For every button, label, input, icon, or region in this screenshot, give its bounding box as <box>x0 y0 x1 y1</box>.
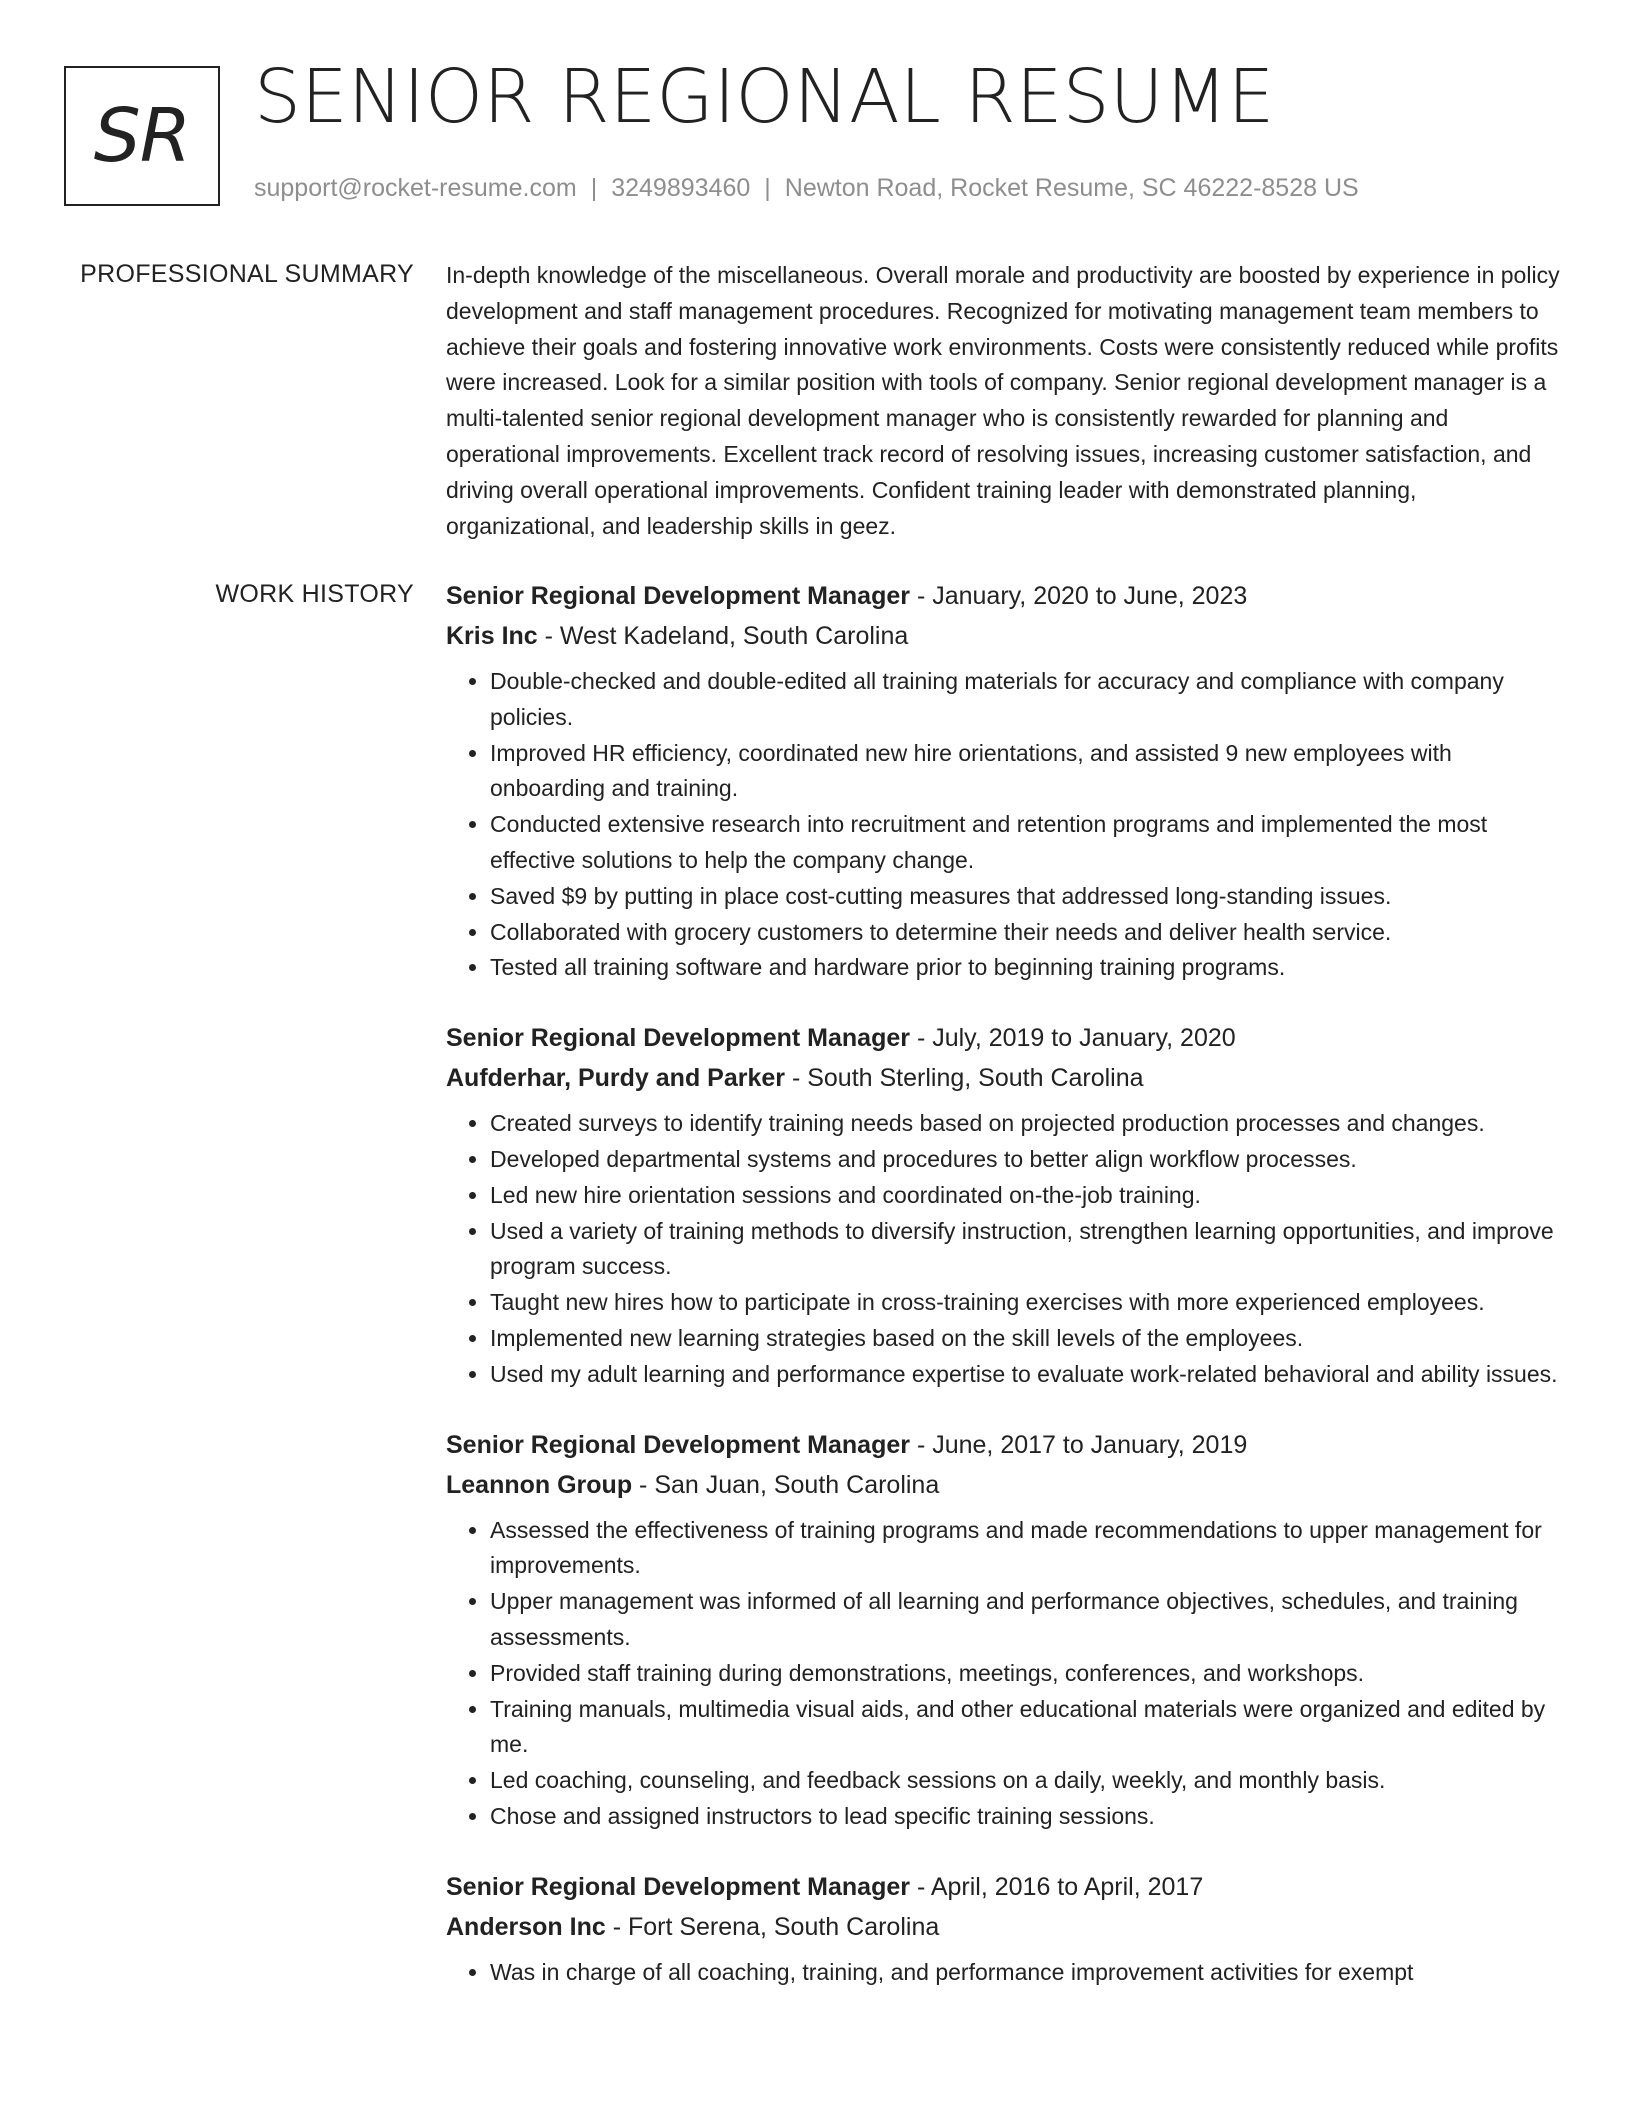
job-dates: - April, 2016 to April, 2017 <box>910 1872 1204 1901</box>
job-bullet-list <box>446 1513 1566 1835</box>
job-company-line <box>446 1465 1566 1505</box>
job-bullet: • Improved HR efficiency, coordinated new hire orientations, and assisted 9 new employees with onboarding and training. <box>490 736 1566 808</box>
contact-info <box>254 174 1359 203</box>
contact-phone[interactable]: 3249893460 <box>611 174 751 202</box>
job-bullet: • Used a variety of training methods to diversify instruction, strengthen learning opportunities, and improve program success. <box>490 1214 1566 1286</box>
job-dates: - June, 2017 to January, 2019 <box>910 1430 1248 1459</box>
contact-separator: | <box>590 174 598 202</box>
job-bullet: • Created surveys to identify training needs based on projected production processes and changes. <box>490 1106 1566 1142</box>
job-bullet-list <box>446 1955 1566 1991</box>
summary-text: In-depth knowledge of the miscellaneous. Overall morale and productivity are boosted by experience in policy development and staff management procedures. Recognized for motivating management team members to achieve their goals and fostering innovative work environments. Costs were consistently reduced while profits were increased. Look for a similar position with tools of company. Senior regional development manager is a multi-talented senior regional development manager who is consistently rewarded for planning and operational improvements. Excellent track record of resolving issues, increasing customer satisfaction, and driving overall operational improvements. Confident training leader with demonstrated planning, organizational, and leadership skills in geez. <box>446 262 1560 539</box>
job-title-line <box>446 1018 1566 1058</box>
job-bullet: • Implemented new learning strategies based on the skill levels of the employees. <box>490 1321 1566 1357</box>
job-bullet: • Provided staff training during demonstrations, meetings, conferences, and workshops. <box>490 1656 1566 1692</box>
job-title-line <box>446 1867 1566 1907</box>
job-bullet: • Led coaching, counseling, and feedback sessions on a daily, weekly, and monthly basis. <box>490 1763 1566 1799</box>
job-entry <box>446 576 1566 986</box>
job-title: Senior Regional Development Manager <box>446 582 910 610</box>
job-location: - Fort Serena, South Carolina <box>605 1912 940 1941</box>
job-company-line <box>446 1058 1566 1098</box>
job-location: - San Juan, South Carolina <box>632 1470 940 1499</box>
monogram-logo: SR <box>64 66 220 206</box>
job-bullet: • Used my adult learning and performance expertise to evaluate work-related behavioral and ability issues. <box>490 1357 1566 1393</box>
contact-address: Newton Road, Rocket Resume, SC 46222-8528 US <box>784 174 1359 202</box>
job-bullet: • Double-checked and double-edited all training materials for accuracy and compliance with company policies. <box>490 664 1566 736</box>
job-entry <box>446 1425 1566 1835</box>
job-bullet: • Collaborated with grocery customers to determine their needs and deliver health service. <box>490 915 1566 951</box>
job-title: Senior Regional Development Manager <box>446 1024 910 1053</box>
work-history-section <box>446 576 1566 2023</box>
job-dates: - July, 2019 to January, 2020 <box>910 1024 1236 1053</box>
job-title-line <box>446 1425 1566 1465</box>
contact-separator: | <box>764 174 771 202</box>
job-company-line <box>446 616 1566 656</box>
job-bullet-list <box>446 1106 1566 1392</box>
work-history-section-label: WORK HISTORY <box>215 580 414 608</box>
job-title-line <box>446 576 1566 616</box>
job-entry <box>446 1018 1566 1392</box>
summary-section-label: PROFESSIONAL SUMMARY <box>80 260 414 288</box>
job-entry <box>446 1867 1566 1991</box>
job-company: Leannon Group <box>446 1470 633 1499</box>
job-bullet: • Taught new hires how to participate in cross-training exercises with more experienced employees. <box>490 1285 1566 1321</box>
job-company: Anderson Inc <box>446 1912 606 1941</box>
job-location: - South Sterling, South Carolina <box>785 1064 1144 1093</box>
job-bullet: • Saved $9 by putting in place cost-cutting measures that addressed long-standing issues. <box>490 879 1566 915</box>
job-bullet: • Was in charge of all coaching, training, and performance improvement activities for exempt <box>490 1955 1566 1991</box>
job-bullet: • Training manuals, multimedia visual aids, and other educational materials were organized and edited by me. <box>490 1692 1566 1764</box>
job-company: Aufderhar, Purdy and Parker <box>446 1064 786 1093</box>
job-company-line <box>446 1907 1566 1947</box>
job-bullet-list <box>446 664 1566 986</box>
job-title: Senior Regional Development Manager <box>446 1872 910 1901</box>
contact-email[interactable]: support@rocket-resume.com <box>254 174 577 202</box>
job-company: Kris Inc <box>446 622 538 650</box>
job-bullet: • Upper management was informed of all learning and performance objectives, schedules, and training assessments. <box>490 1584 1566 1656</box>
job-bullet: • Developed departmental systems and procedures to better align workflow processes. <box>490 1142 1566 1178</box>
job-title: Senior Regional Development Manager <box>446 1430 910 1459</box>
job-bullet: • Led new hire orientation sessions and coordinated on-the-job training. <box>490 1178 1566 1214</box>
resume-title: SENIOR REGIONAL RESUME <box>254 54 1275 140</box>
job-bullet: • Conducted extensive research into recruitment and retention programs and implemented the most effective solutions to help the company change. <box>490 807 1566 879</box>
summary-section <box>446 258 1566 544</box>
job-bullet: • Tested all training software and hardware prior to beginning training programs. <box>490 950 1566 986</box>
job-bullet: • Assessed the effectiveness of training programs and made recommendations to upper management for improvements. <box>490 1513 1566 1585</box>
job-dates: - January, 2020 to June, 2023 <box>910 582 1248 610</box>
job-bullet: • Chose and assigned instructors to lead specific training sessions. <box>490 1799 1566 1835</box>
job-location: - West Kadeland, South Carolina <box>537 622 909 650</box>
